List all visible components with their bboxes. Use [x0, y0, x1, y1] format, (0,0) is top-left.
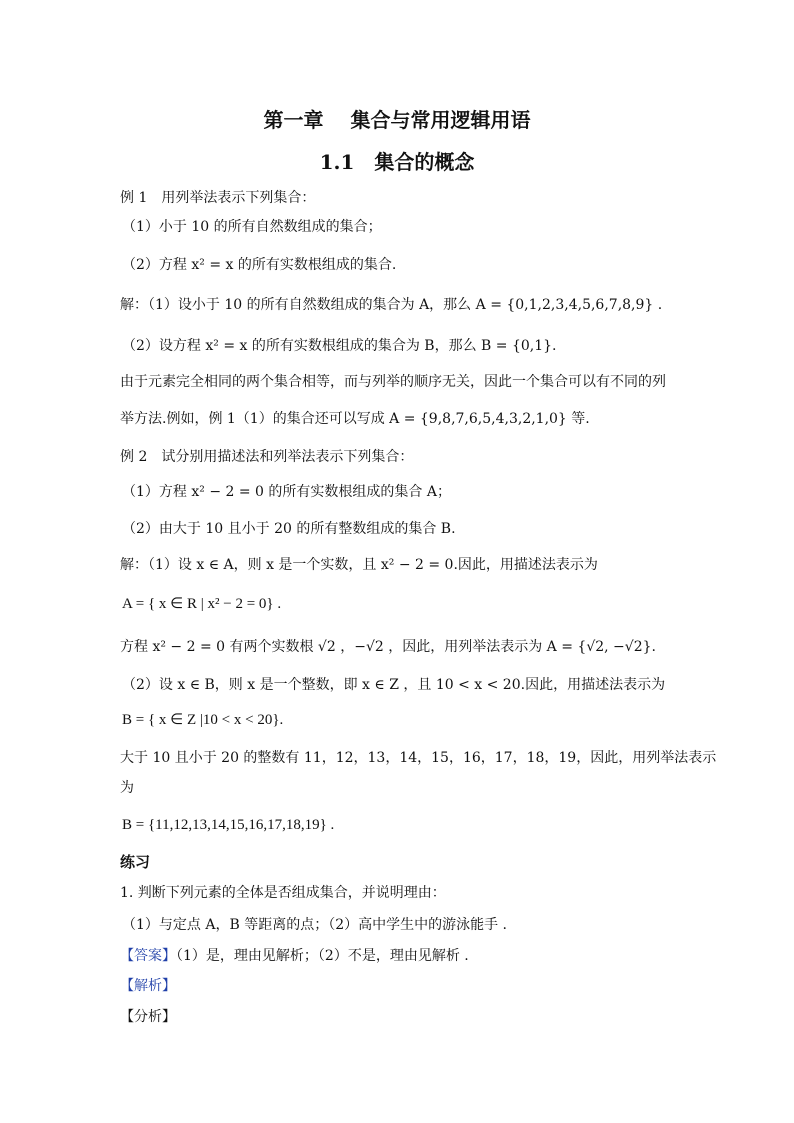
set-builder-formula-a: A = { x ∈ R | x² − 2 = 0} .: [122, 596, 282, 612]
answer-text: （1）是，理由见解析；（2）不是，理由见解析 .: [176, 948, 469, 964]
section-title: 1.1 集合的概念: [319, 150, 475, 174]
analysis-tag: 【解析】: [120, 978, 176, 994]
paragraph-line: 大于 10 且小于 20 的整数有 11，12，13，14，15，16，17，18，19，因此，用列举法表示: [120, 750, 717, 766]
example-1-part-2: （2）方程 x² = x 的所有实数根组成的集合.: [122, 257, 397, 273]
roster-formula-b: B = {11,12,13,14,15,16,17,18,19} .: [122, 817, 335, 833]
example-1-heading: 例 1 用列举法表示下列集合：: [120, 190, 316, 206]
fenxi-tag: 【分析】: [120, 1009, 176, 1025]
paragraph-line: 由于元素完全相同的两个集合相等，而与列举的顺序无关，因此一个集合可以有不同的列: [120, 374, 666, 390]
solution-2-part-2: （2）设 x ∈ B，则 x 是一个整数，即 x ∈ Z ，且 10 < x < 20.因此，用描述法表示为: [122, 677, 666, 693]
example-2-heading: 例 2 试分别用描述法和列举法表示下列集合：: [120, 449, 414, 465]
answer-tag: 【答案】: [120, 948, 176, 964]
set-builder-formula-b: B = { x ∈ Z |10 < x < 20}.: [122, 712, 284, 728]
solution-2-part-1: 解：（1）设 x ∈ A，则 x 是一个实数，且 x² − 2 = 0.因此，用描述法表示为: [120, 557, 598, 573]
example-2-part-2: （2）由大于 10 且小于 20 的所有整数组成的集合 B.: [122, 521, 456, 537]
solution-1-part-2: （2）设方程 x² = x 的所有实数根组成的集合为 B，那么 B = {0,1}.: [122, 338, 557, 354]
chapter-title: 第一章 集合与常用逻辑用语: [263, 108, 531, 132]
paragraph-line: 举方法.例如，例 1（1）的集合还可以写成 A = {9,8,7,6,5,4,3,2,1,0} 等.: [120, 411, 590, 427]
paragraph-line: 方程 x² − 2 = 0 有两个实数根 √2 ，−√2 ，因此，用列举法表示为 A = {√2, −√2}.: [120, 639, 656, 655]
paragraph-line: 为: [120, 780, 134, 796]
practice-items: （1）与定点 A，B 等距离的点；（2）高中学生中的游泳能手 .: [122, 917, 508, 933]
example-1-part-1: （1）小于 10 的所有自然数组成的集合；: [122, 219, 382, 235]
practice-question: 1. 判断下列元素的全体是否组成集合，并说明理由：: [120, 885, 446, 901]
practice-heading: 练习: [120, 853, 151, 871]
answer-line: [120, 946, 469, 966]
solution-1-part-1: 解：（1）设小于 10 的所有自然数组成的集合为 A，那么 A = {0,1,2,3,4,5,6,7,8,9} .: [120, 297, 663, 313]
example-2-part-1: （1）方程 x² − 2 = 0 的所有实数根组成的集合 A；: [122, 484, 451, 500]
